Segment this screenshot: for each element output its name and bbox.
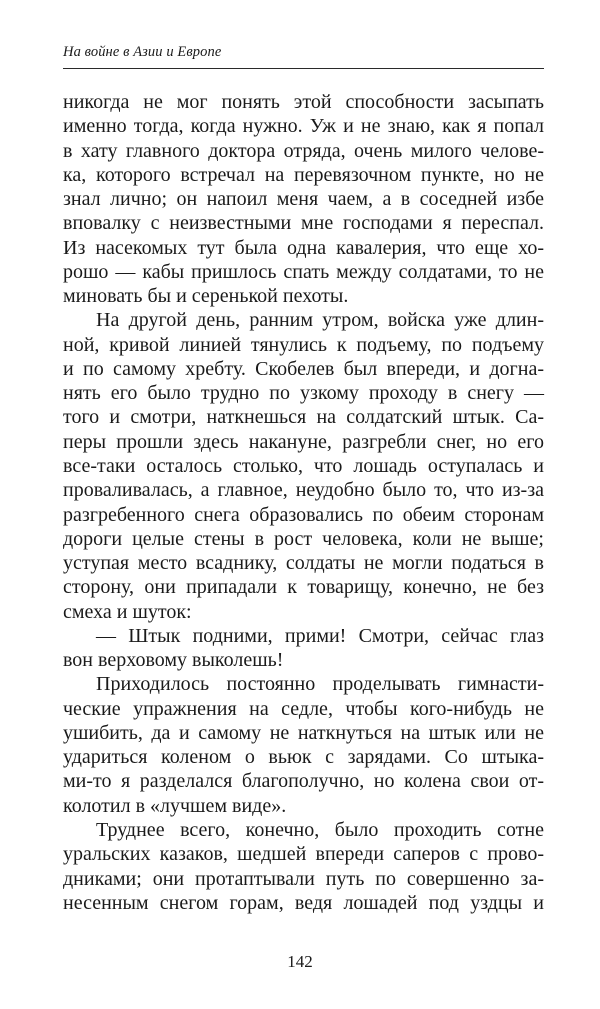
text-line: ка, которого встречал на перевязочном пункте, но не xyxy=(63,163,544,186)
text-line: миновать бы и серенькой пехоты. xyxy=(63,285,349,308)
text-line: уступая место всаднику, солдаты не могли податься в xyxy=(63,552,544,575)
text-line: колотил в «лучшем виде». xyxy=(63,794,287,817)
text-line: в хату главного доктора отряда, очень милого челове- xyxy=(63,139,544,162)
text-line: проваливалась, а главное, неудобно было то, что из-за xyxy=(63,479,544,502)
page-number: 142 xyxy=(287,952,313,971)
text-line: дниками; они протаптывали путь по совершенно за- xyxy=(63,867,544,890)
text-line: несенным снегом горам, ведя лошадей под уздцы и xyxy=(63,891,544,914)
text-line: никогда не мог понять этой способности засыпать xyxy=(63,91,544,113)
running-title: На войне в Азии и Европе xyxy=(63,44,222,60)
text-line: и по самому хребту. Скобелев был впереди, и догна- xyxy=(63,357,544,380)
text-line: знал лично; он напоил меня чаем, а в соседней избе xyxy=(63,188,544,211)
text-line: сторону, они припадали к товарищу, конечно, не без xyxy=(63,576,544,599)
text-line: смеха и шуток: xyxy=(63,600,192,623)
text-line: уральских казаков, шедшей впереди саперов с прово- xyxy=(63,843,544,866)
text-line: Из насекомых тут была одна кавалерия, что еще хо- xyxy=(63,236,544,259)
text-line: — Штык подними, прими! Смотри, сейчас глаз xyxy=(96,624,544,647)
text-line: именно тогда, когда нужно. Уж и не знаю, как я попал xyxy=(63,115,544,138)
text-line: того и смотри, наткнешься на солдатский штык. Са- xyxy=(63,406,544,429)
text-line: вон верховому выколешь! xyxy=(63,649,284,672)
text-line: вповалку с неизвестными мне господами я переспал. xyxy=(63,212,544,235)
header-rule xyxy=(63,68,544,69)
text-line: Приходилось постоянно проделывать гимнасти- xyxy=(96,673,544,696)
text-line: разгребенного снега образовались по обеим сторонам xyxy=(63,503,544,526)
text-line: Труднее всего, конечно, было проходить сотне xyxy=(96,818,544,841)
text-line: дороги целые стены в рост человека, коли не выше; xyxy=(63,527,544,550)
text-line: ушибить, да и самому не наткнуться на штык или не xyxy=(63,721,544,744)
text-line: ческие упражнения на седле, чтобы кого-нибудь не xyxy=(63,697,544,720)
text-line: На другой день, ранним утром, войска уже длин- xyxy=(96,309,544,332)
text-line: все-таки осталось столько, что лошадь оступалась и xyxy=(63,454,544,477)
text-line: ми-то я разделался благополучно, но колена свои от- xyxy=(63,770,544,793)
body-text xyxy=(63,90,544,915)
text-line: ной, кривой линией тянулись к подъему, по подъему xyxy=(63,333,544,356)
text-line: перы прошли здесь накануне, разгребли снег, но его xyxy=(63,430,544,453)
text-line: рошо — кабы пришлось спать между солдатами, то не xyxy=(63,260,544,283)
text-line: удариться коленом о вьюк с зарядами. Со штыка- xyxy=(63,746,544,769)
text-line: нять его было трудно по узкому проходу в снегу — xyxy=(63,382,544,405)
